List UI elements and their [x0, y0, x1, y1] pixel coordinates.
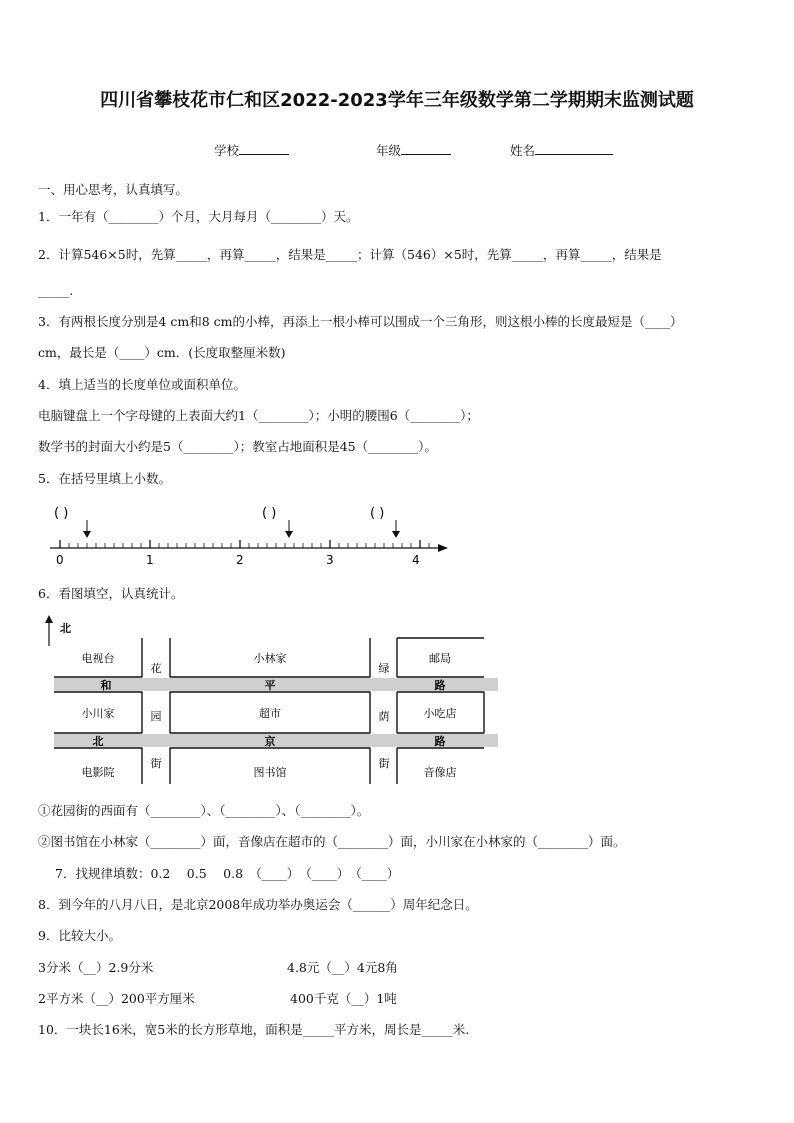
question-3-line-2: cm，最长是（____）cm．(长度取整厘米数)	[38, 345, 286, 360]
arrow-3-icon	[392, 520, 400, 538]
road-label-lu-1: 路	[434, 679, 446, 692]
question-8: 8．到今年的八月八日，是北京2008年成功举办奥运会（______）周年纪念日。	[38, 897, 478, 912]
street-left-2: 园	[150, 710, 162, 723]
grade-label: 年级	[376, 143, 402, 158]
road-label-jing: 京	[264, 735, 276, 748]
tick-marks	[60, 540, 429, 548]
school-label: 学校	[214, 143, 240, 158]
street-right-3: 街	[378, 757, 390, 770]
bracket-3: ( )	[370, 506, 385, 521]
question-4-line-2: 数学书的封面大小约是5（________）；教室占地面积是45（________）。	[38, 439, 437, 454]
street-left-3: 街	[150, 757, 162, 770]
axis-arrow-icon	[438, 544, 448, 552]
question-6-part-1: ①花园街的西面有（________）、（________）、（________）。	[38, 803, 370, 818]
question-5: 5．在括号里填上小数。	[38, 471, 171, 486]
place-xiaochuan-home: 小川家	[81, 707, 115, 720]
grade-field	[376, 141, 451, 159]
question-4: 4．填上适当的长度单位或面积单位。	[38, 377, 246, 392]
name-label: 姓名	[510, 143, 536, 158]
road-label-ping: 平	[264, 679, 276, 692]
tick-label-4: 4	[412, 553, 420, 567]
question-4-line-1: 电脑键盘上一个字母键的上表面大约1（________）；小明的腰围6（________）；	[38, 408, 479, 423]
question-9-d: 400千克（__）1吨	[290, 991, 397, 1006]
question-9: 9．比较大小。	[38, 928, 121, 943]
tick-label-3: 3	[326, 553, 334, 567]
question-2-line-1: 2．计算546×5时，先算_____，再算_____，结果是_____；计算（546）×5时，先算_____，再算_____，结果是	[38, 247, 662, 262]
street-left-1: 花	[150, 662, 162, 675]
school-field	[214, 141, 289, 159]
place-snack-shop: 小吃店	[423, 707, 457, 720]
question-6: 6．看图填空，认真统计。	[38, 586, 184, 601]
north-label: 北	[60, 622, 71, 635]
street-right-2: 荫	[378, 710, 390, 723]
place-supermarket: 超市	[259, 707, 281, 720]
section-heading: 一、用心思考，认真填写。	[38, 182, 189, 197]
tick-label-2: 2	[236, 553, 244, 567]
road-bottom	[54, 734, 498, 747]
grade-blank[interactable]	[401, 142, 451, 155]
road-label-he: 和	[100, 679, 112, 692]
place-library: 图书馆	[253, 766, 287, 779]
place-cinema: 电影院	[81, 766, 115, 779]
road-top	[54, 678, 498, 691]
question-3-line-1: 3．有两根长度分别是4 cm和8 cm的小棒，再添上一根小棒可以围成一个三角形，则这根小棒的长度最短是（____）	[38, 314, 683, 329]
question-1: 1．一年有（________）个月，大月每月（________）天。	[38, 209, 359, 224]
place-xiaolin-home: 小林家	[253, 652, 287, 665]
arrow-2-icon	[285, 520, 293, 538]
place-post-office: 邮局	[429, 652, 451, 665]
place-audio-shop: 音像店	[423, 766, 457, 779]
tick-label-0: 0	[56, 553, 64, 567]
road-label-bei: 北	[92, 735, 104, 748]
place-tv-station: 电视台	[81, 652, 115, 665]
street-map	[40, 614, 500, 794]
bracket-2: ( )	[262, 506, 277, 521]
name-blank[interactable]	[535, 142, 613, 155]
road-label-lu-2: 路	[434, 735, 446, 748]
street-right-1: 绿	[378, 662, 390, 675]
question-9-c: 2平方米（__）200平方厘米	[38, 991, 195, 1006]
question-7: 7．找规律填数：0.2 0.5 0.8 （____） （____） （____）	[55, 866, 400, 881]
question-2-line-2: _____.	[38, 283, 74, 298]
arrow-1-icon	[83, 520, 91, 538]
question-6-part-2: ②图书馆在小林家（________）面，音像店在超市的（________）面，小川家在小林家的（________）面。	[38, 834, 626, 849]
school-blank[interactable]	[239, 142, 289, 155]
tick-label-1: 1	[146, 553, 154, 567]
question-9-b: 4.8元（__）4元8角	[287, 960, 398, 975]
name-field	[510, 141, 613, 159]
question-10: 10．一块长16米，宽5米的长方形草地，面积是_____平方米，周长是_____米.	[38, 1022, 470, 1037]
question-9-a: 3分米（__）2.9分米	[38, 960, 154, 975]
north-arrow-icon	[45, 615, 53, 646]
page-title: 四川省攀枝花市仁和区2022-2023学年三年级数学第二学期期末监测试题	[100, 90, 694, 111]
number-line	[40, 498, 460, 578]
bracket-1: ( )	[54, 506, 69, 521]
